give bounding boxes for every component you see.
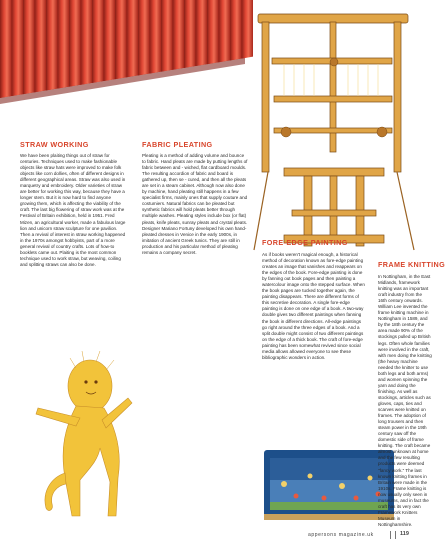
pleat-fold: [104, 0, 116, 81]
footer-divider: [390, 531, 396, 539]
knitting-frame-illustration: [244, 0, 437, 262]
straw-working-heading: STRAW WORKING: [20, 140, 89, 149]
pleat-fold: [81, 0, 93, 85]
pleat-fold: [92, 0, 104, 83]
pleat-fold: [127, 0, 139, 77]
frame-knitting-heading: FRAME KNITTING: [378, 260, 446, 269]
pleat-fold: [0, 0, 12, 98]
pleat-fold: [12, 0, 24, 96]
pleat-fold: [35, 0, 47, 92]
fore-edge-painting-body: As if books weren't magical enough, a historical method of decoration known as fore-edge painting creates an image that vanishes and reappears on the edges of the book. Fore-edge painting is done by fanning out book pages and then painting a watercolour image onto the stepped surface. When the book pages are tucked together again, the painting disappears. There are different forms of this secretive decoration. A single fore-edge painting is done on one edge of a book. A two-way double gives two different paintings when fanning the book in different directions. All-edge paintings go right around the three edges of a book. And a split double might consist of two different paintings on the edge of a thick book. The craft of fore-edge painting has been somewhat revived since social media allows allowed everyone to see these bibliographic wonders in action.: [262, 252, 365, 360]
pleat-fold: [196, 0, 208, 66]
pleat-fold: [161, 0, 173, 72]
pleat-fold: [184, 0, 196, 68]
pleat-fold: [173, 0, 185, 70]
footer-url: appersons magazine.uk: [308, 532, 374, 538]
pleat-fold: [46, 0, 58, 90]
pleat-fold: [58, 0, 70, 89]
pleat-fold: [138, 0, 150, 75]
pleat-fold: [207, 0, 219, 64]
fabric-pleating-heading: FABRIC PLEATING: [142, 140, 213, 149]
pleat-fold: [150, 0, 162, 74]
fore-edge-painting-heading: FORE-EDGE PAINTING: [262, 238, 348, 247]
straw-lion-illustration: [20, 348, 140, 523]
straw-working-body: We have been plaiting things out of straw for centuries. Techniques used to make fashionable objects like straw hats were improved to make folk objects like corn dollies, often of different designs in different geographical areas. Straw was also used in marquetry and embroidery. Older varieties of straw are better for working this way, because they have a longer stem. But it is now hard to find anyone growing them, which is affecting the viability of the craft. The last big flowering of straw work was at the Festival of Britain exhibition, held in 1951. Fred Mizen, an agricultural worker, made a fabulous large lion and unicorn straw sculpture for one pavilion. Then a revival of interest in straw working happened in the 1970s amongst hobbyists, part of a more general revival of country crafts. Lots of how-to booklets came out. Plaiting is the most common technique used to work straw, but weaving, coiling and splitting straws can also be done.: [20, 153, 126, 267]
page-number: 119: [400, 531, 409, 537]
frame-knitting-body: In Nottingham, in the East Midlands, framework knitting was an important craft industry from the 16th century onwards. William Lee invented the frame knitting machine in Nottingham in 1589, and by the 18th century the area made 90% of the stockings pulled up British legs. Often whole families were involved in the craft, with men doing the knitting (the heavy machine needed the knitter to use both legs and both arms) and women spinning the yarn and doing the finishing. As well as stockings, articles such as gloves, caps, ties and scarves were knitted on frames. The adoption of long trousers and then steam power in the 19th century saw off the domestic side of frame knitting. The craft became almost unknown at home and the few resulting products were deemed "fancy work." The last known knitting frames in Britain were made in the 1910s. Frame knitting is now usually only seen in museums, and in fact the craft has its very own Framework Knitters Museum in Nottinghamshire.: [378, 274, 432, 527]
pleat-fold: [230, 0, 242, 60]
fabric-pleats-illustration: [0, 0, 245, 122]
pleat-fold: [115, 0, 127, 79]
pleat-fold: [23, 0, 35, 94]
pleat-fold: [69, 0, 81, 87]
fabric-pleating-body: Pleating is a method of adding volume and bounce to fabric. Hand pleats are made by putting lengths of fabric between and - wiched, flat cardboard moulds. The resulting accordion of fabric and board is gathered up, then se - cured, and then all the pleats are set in a steam cabinet. Although now also done by machine, hand pleating still happens in a few specialist firms, mainly ones that supply couture and costumiers. Natural fabrics can be pleated but synthetic fabrics will hold pleats better through multiple washes. Pleating styles include box (or flat) pleats, knife pleats, sunray pleats and crystal pleats. Designer Mariano Fortuny developed his own hand-pleated dresses in Venice in the early 1900s, in imitation of ancient Greek tunics. They are still in production and his particular method of pleating remains a company secret.: [142, 153, 248, 255]
pleat-fold: [219, 0, 231, 62]
